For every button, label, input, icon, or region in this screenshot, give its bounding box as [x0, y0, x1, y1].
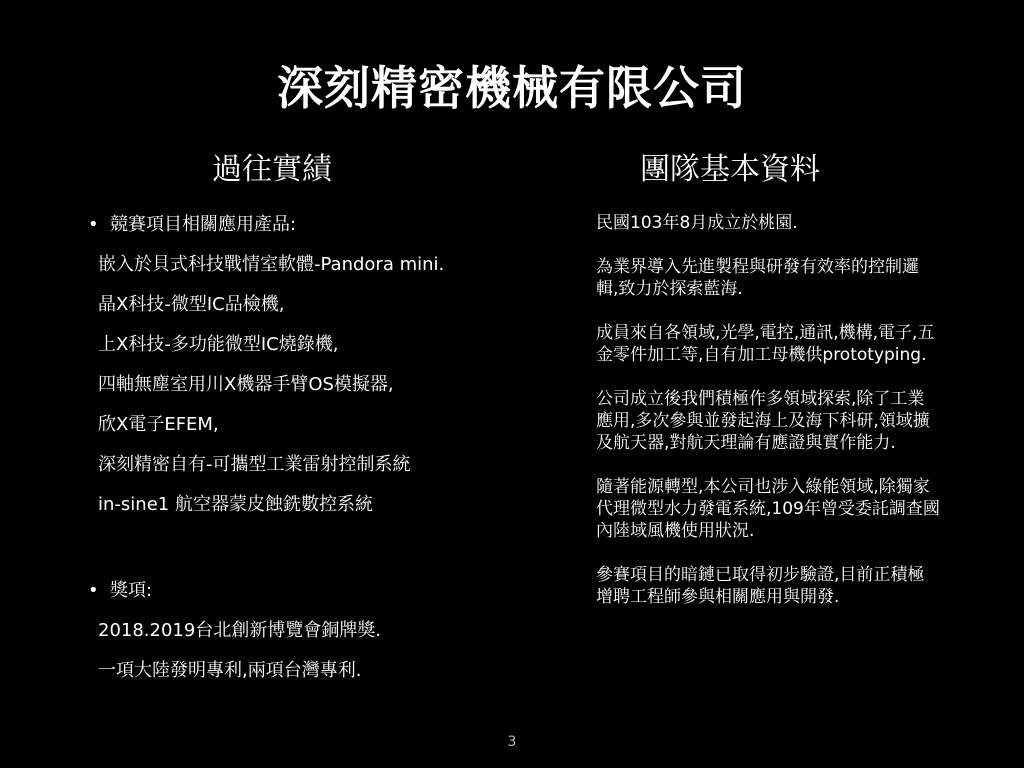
product-item: 晶X科技-微型IC品檢機, — [98, 294, 285, 315]
products-bullet: • 競賽項目相關應用產品: — [88, 212, 528, 238]
product-item: 欣X電子EFEM, — [98, 414, 219, 435]
past-achievements-column — [88, 212, 528, 684]
product-item: 上X科技-多功能微型IC燒錄機, — [98, 334, 339, 355]
product-item: 嵌入於貝式科技戰情室軟體-Pandora mini. — [98, 254, 445, 275]
team-info-heading: 團隊基本資料 — [640, 152, 820, 187]
award-item: 一項大陸發明專利,兩項台灣專利. — [98, 660, 362, 681]
past-achievements-heading: 過往實績 — [212, 152, 332, 187]
product-item: 四軸無塵室用川X機器手臂OS模擬器, — [98, 374, 394, 395]
team-paragraph: 民國103年8月成立於桃園. — [596, 213, 798, 233]
team-paragraph: 成員來自各領域,光學,電控,通訊,機構,電子,五金零件加工等,自有加工母機供prototyping. — [596, 323, 935, 365]
slide-title: 深刻精密機械有限公司 — [277, 61, 747, 115]
awards-bullet: • 獎項: — [88, 578, 528, 604]
page-number: 3 — [507, 734, 517, 750]
product-item: 深刻精密自有-可攜型工業雷射控制系統 — [98, 454, 411, 475]
team-paragraph: 參賽項目的暗鏈已取得初步驗證,目前正積極增聘工程師參與相關應用與開發. — [596, 565, 925, 607]
product-item: in-sine1 航空器蒙皮蝕銑數控系統 — [98, 494, 373, 515]
team-paragraph: 公司成立後我們積極作多領域探索,除了工業應用,多次參與並發起海上及海下科研,領域擴及航天器,對航天理論有應證與實作能力. — [596, 389, 930, 453]
team-paragraph: 為業界導入先進製程與研發有效率的控制邏輯,致力於探索藍海. — [596, 257, 919, 299]
team-paragraph: 隨著能源轉型,本公司也涉入綠能領域,除獨家代理微型水力發電系統,109年曾受委託調查國內陸域風機使用狀況. — [596, 477, 940, 541]
award-item: 2018.2019台北創新博覽會銅牌獎. — [98, 620, 382, 641]
team-info-column — [596, 212, 941, 630]
